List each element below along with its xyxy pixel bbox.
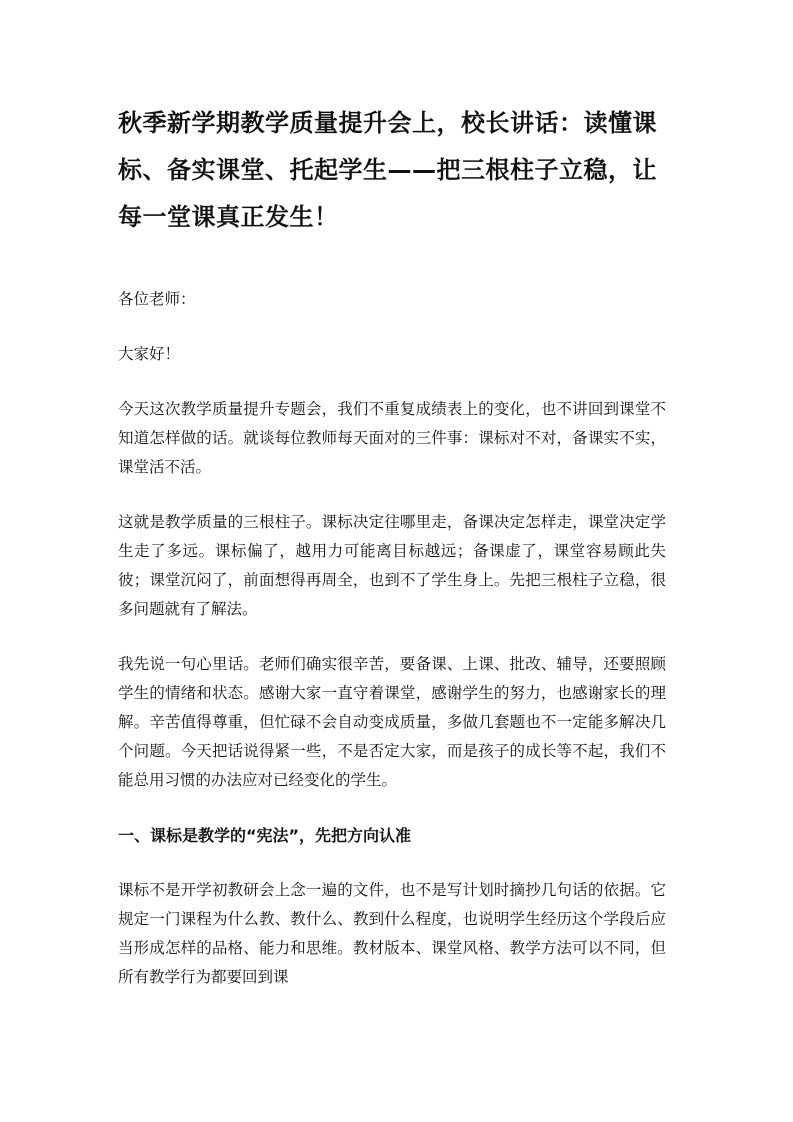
- body-paragraph: 这就是教学质量的三根柱子。课标决定往哪里走，备课决定怎样走，课堂决定学生走了多远。课标偏了，越用力可能离目标越远；备课虚了，课堂容易顾此失彼；课堂沉闷了，前面想得再周全，也到不了学生身上。先把三根柱子立稳，很多问题就有了解法。: [118, 513, 666, 618]
- greeting: 大家好！: [118, 345, 181, 363]
- section-paragraph: 课标不是开学初教研会上念一遍的文件，也不是写计划时摘抄几句话的依据。它规定一门课程为什么教、教什么、教到什么程度，也说明学生经历这个学段后应当形成怎样的品格、能力和思维。教材版本、课堂风格、教学方法可以不同，但所有教学行为都要回到课: [118, 881, 666, 986]
- body-paragraph: 我先说一句心里话。老师们确实很辛苦，要备课、上课、批改、辅导，还要照顾学生的情绪和状态。感谢大家一直守着课堂，感谢学生的努力，也感谢家长的理解。辛苦值得尊重，但忙碌不会自动变成质量，多做几套题也不一定能多解决几个问题。今天把话说得紧一些，不是否定大家，而是孩子的成长等不起，我们不能总用习惯的办法应对已经变化的学生。: [118, 655, 666, 789]
- document-title: 秋季新学期教学质量提升会上，校长讲话：读懂课标、备实课堂、托起学生——把三根柱子立稳，让每一堂课真正发生！: [118, 109, 657, 231]
- section-heading: 一、课标是教学的“宪法”，先把方向认准: [118, 826, 412, 845]
- salutation: 各位老师：: [118, 290, 196, 308]
- body-paragraph: 今天这次教学质量提升专题会，我们不重复成绩表上的变化，也不讲回到课堂不知道怎样做的话。就谈每位教师每天面对的三件事：课标对不对，备课实不实，课堂活不活。: [118, 400, 666, 476]
- document-body: [118, 100, 666, 1018]
